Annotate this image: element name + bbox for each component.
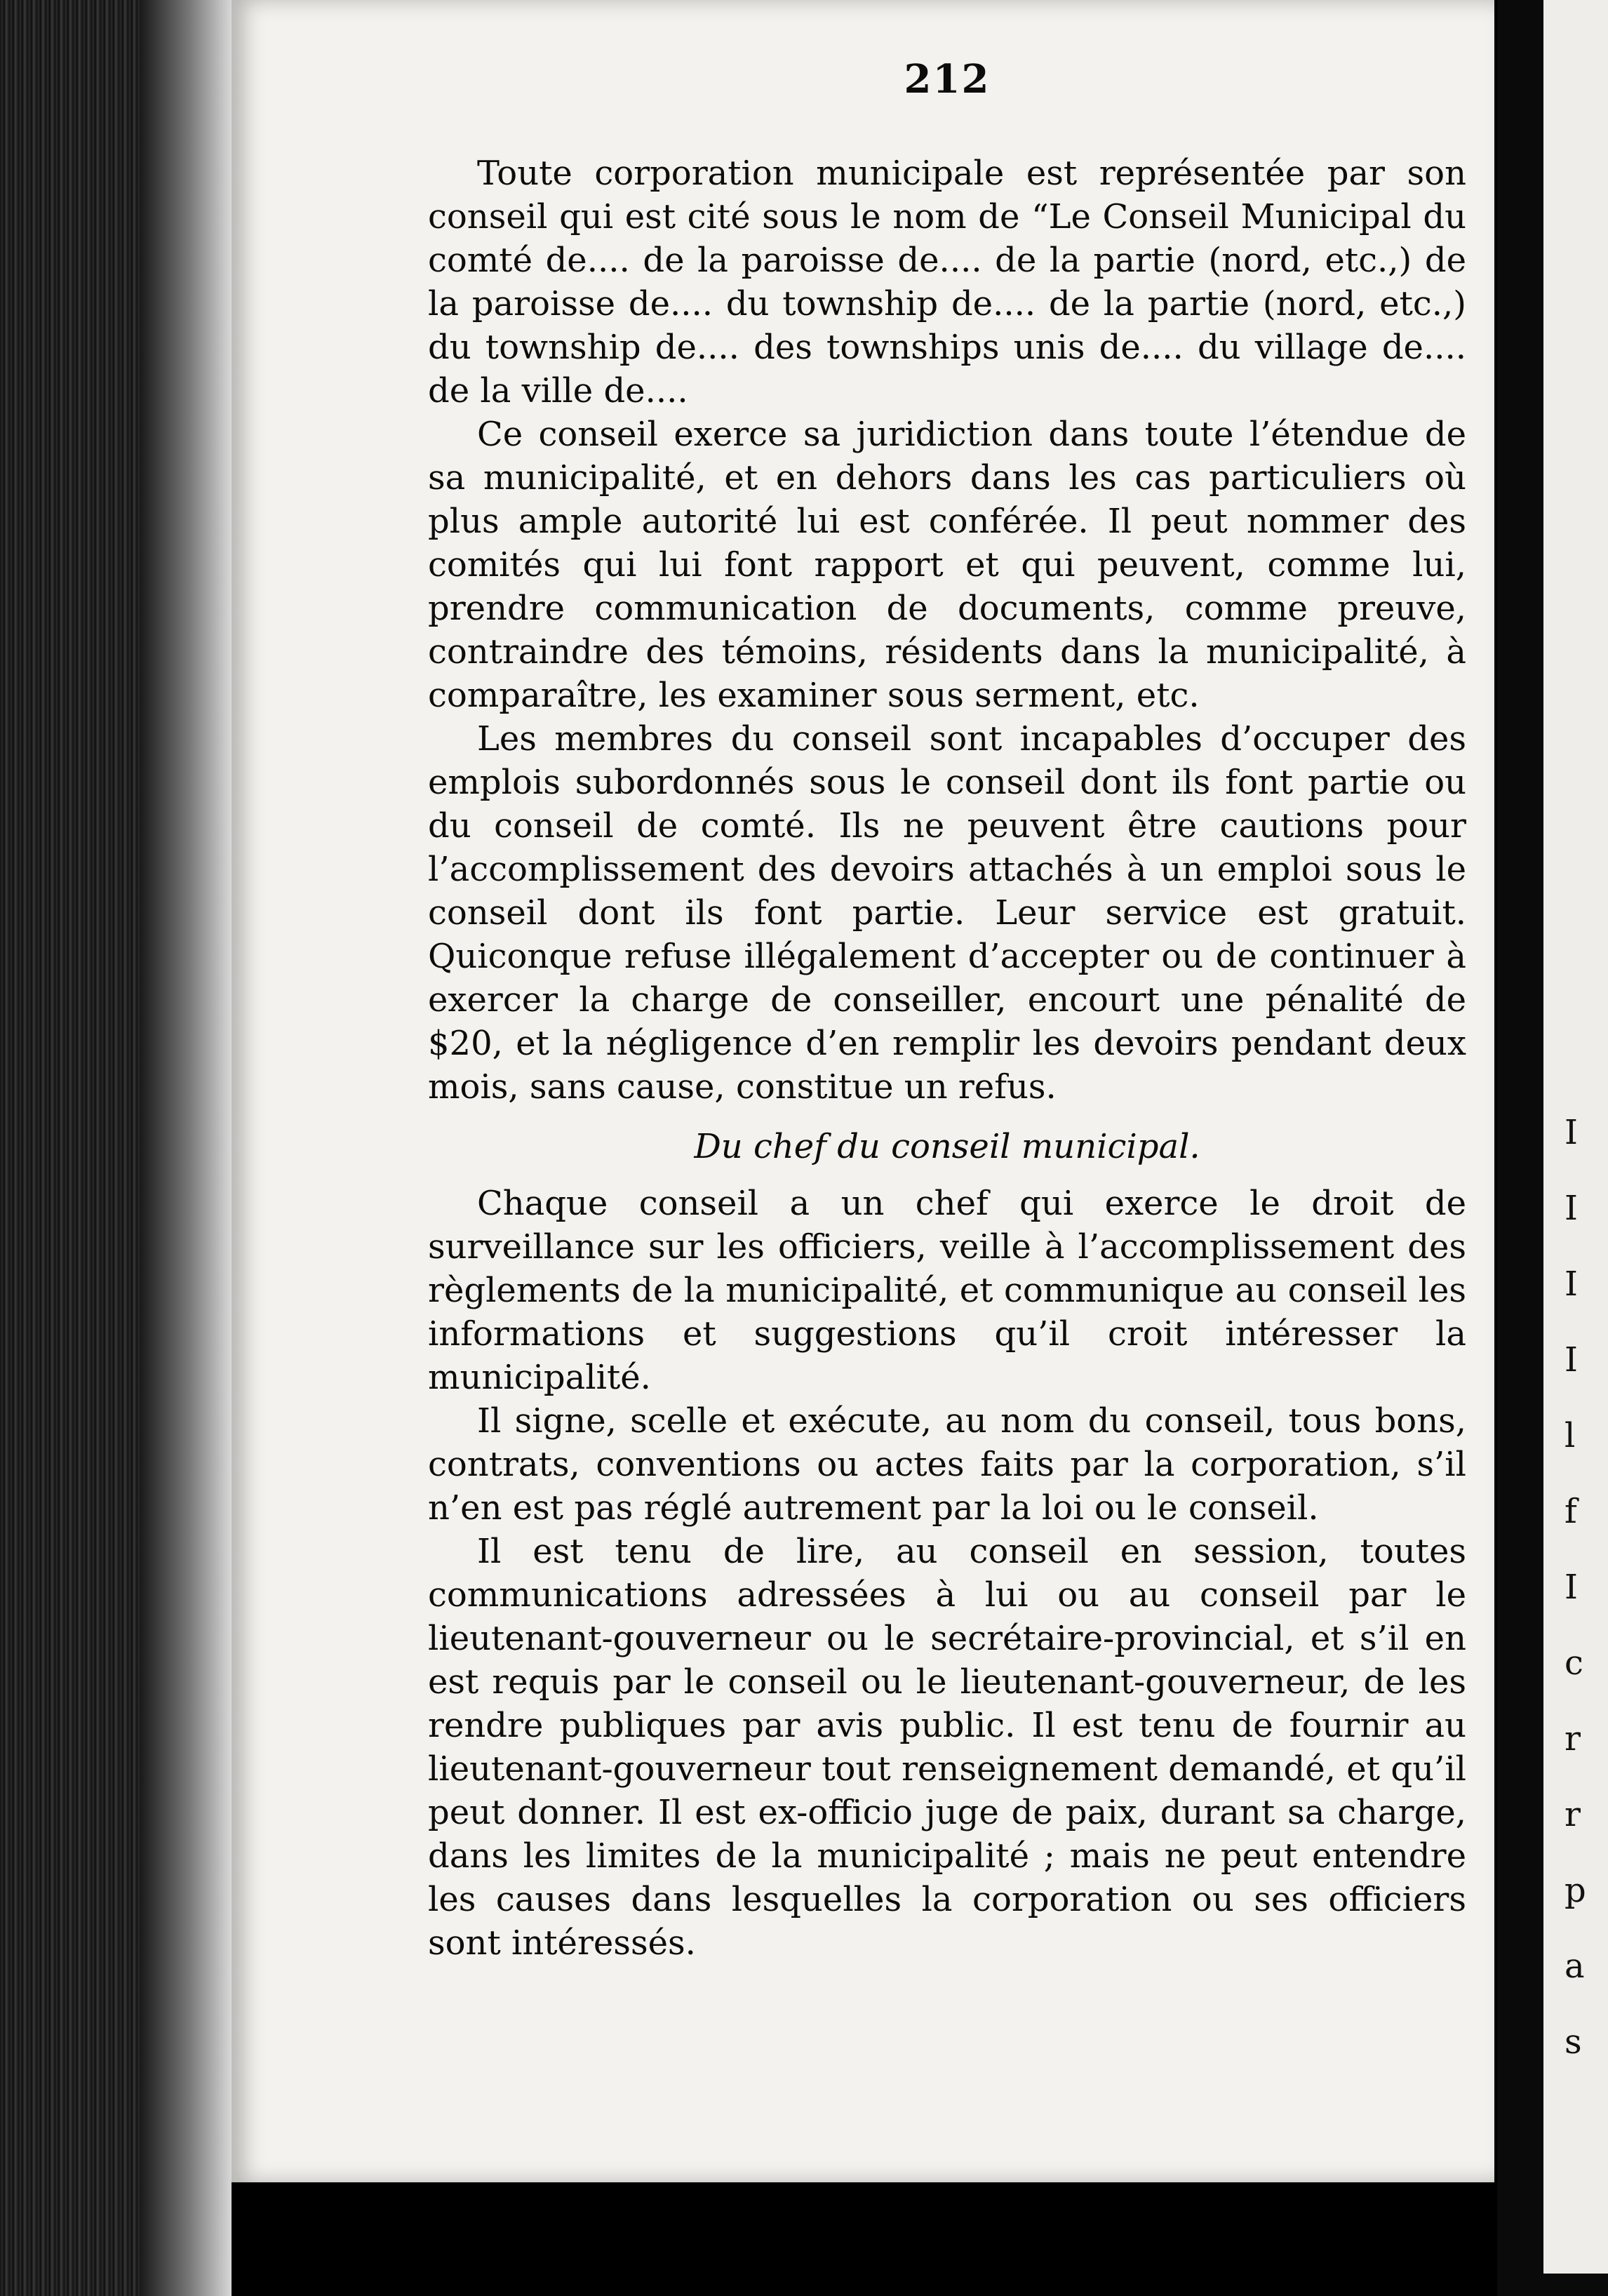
facing-letter: I	[1565, 1113, 1578, 1152]
facing-letter: I	[1565, 1264, 1578, 1304]
facing-letter: I	[1565, 1568, 1578, 1607]
facing-letter: I	[1565, 1340, 1578, 1380]
paragraph: Chaque conseil a un chef qui exerce le droit de surveillance sur les officiers, veille à l’accomplissement des règlements de la municipalité, et communique au conseil les informations et suggestions qu’il croit intéresser la municipalité.	[428, 1184, 1466, 1397]
facing-letter: f	[1565, 1492, 1577, 1531]
page-text-block	[428, 56, 1466, 1965]
facing-letter: p	[1565, 1871, 1586, 1910]
facing-letter: r	[1565, 1719, 1581, 1758]
facing-letter: r	[1565, 1795, 1581, 1834]
section-heading: Du chef du conseil municipal.	[694, 1127, 1200, 1166]
facing-page-letters	[1565, 1095, 1607, 2080]
page-bottom-edge	[232, 2182, 1494, 2296]
paragraph: Il est tenu de lire, au conseil en session, toutes communications adressées à lui ou au conseil par le lieutenant-gouverneur ou le secrétaire-provincial, et s’il en est requis par le conseil ou le lieutenant-gouverneur, de les rendre publiques par avis public. Il est tenu de fournir au lieutenant-gouverneur tout renseignement demandé, et qu’il peut donner. Il est ex-officio juge de paix, durant sa charge, dans les limites de la municipalité ; mais ne peut entendre les causes dans lesquelles la corporation ou ses officiers sont intéressés.	[428, 1532, 1466, 1963]
paragraph: Les membres du conseil sont incapables d’occuper des emplois subordonnés sous le conseil dont ils font partie ou du conseil de comté. Ils ne peuvent être cautions pour l’accomplissement des devoirs attachés à un emploi sous le conseil dont ils font partie. Leur service est gratuit. Quiconque refuse illégalement d’accepter ou de continuer à exercer la charge de conseiller, encourt une pénalité de $20, et la négligence d’en remplir les devoirs pendant deux mois, sans cause, constitue un refus.	[428, 719, 1466, 1107]
facing-letter: s	[1565, 2022, 1582, 2062]
page-number: 212	[904, 56, 991, 102]
paragraph: Toute corporation municipale est représentée par son conseil qui est cité sous le nom de “Le Conseil Municipal du comté de.... de la paroisse de.... de la partie (nord, etc.,) de la paroisse de.... du township de.... de la partie (nord, etc.,) du township de.... des townships unis de.... du village de.... de la ville de....	[428, 154, 1466, 411]
paragraph: Il signe, scelle et exécute, au nom du conseil, tous bons, contrats, conventions ou actes faits par la corporation, s’il n’en est pas réglé autrement par la loi ou le conseil.	[428, 1401, 1466, 1528]
paragraph: Ce conseil exerce sa juridiction dans toute l’étendue de sa municipalité, et en dehors dans les cas particuliers où plus ample autorité lui est conférée. Il peut nommer des comités qui lui font rapport et qui peuvent, comme lui, prendre communication de documents, comme preuve, contraindre des témoins, résidents dans la municipalité, à comparaître, les examiner sous serment, etc.	[428, 415, 1466, 715]
facing-letter: a	[1565, 1947, 1585, 1986]
facing-letter: l	[1565, 1416, 1576, 1455]
facing-letter: I	[1565, 1189, 1578, 1228]
facing-letter: c	[1565, 1643, 1583, 1683]
gutter-shadow	[140, 0, 232, 2296]
